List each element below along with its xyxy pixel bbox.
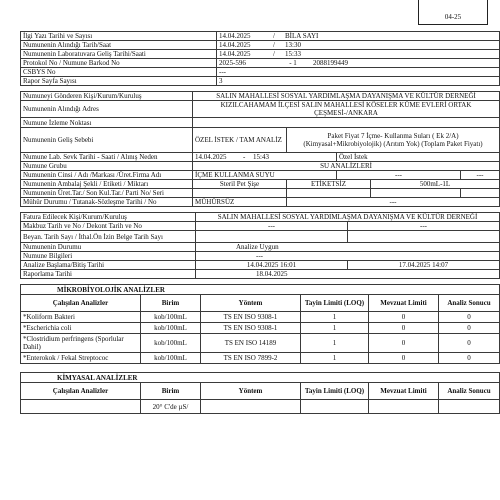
table-row: *Koliform Bakteri kob/100mL TS EN ISO 9308-1 1 0 0 (21, 312, 500, 323)
pack-label: Numunenin Ambalaj Şekli / Etiketi / Miktarı (21, 180, 193, 189)
seal-date: --- (287, 198, 500, 207)
report-date-row (21, 270, 500, 279)
info-value: 14.04.2025 / BİLA SAYI (217, 32, 500, 41)
table-row: 20° C'de µS/ (21, 400, 500, 414)
analysis-date-label: Analize Başlama/Bitiş Tarihi (21, 261, 196, 270)
info-value: 14.04.2025 / 15:33 (217, 50, 500, 59)
table-row: *Enterokok / Fekal Streptococ kob/100mL TS EN ISO 7899-2 1 0 0 (21, 353, 500, 364)
col-header: Tayin Limiti (LOQ) (301, 383, 369, 400)
col-header: Mevzuat Limiti (369, 295, 439, 312)
info-row (21, 68, 500, 77)
col-header: Çalışılan Analizler (21, 383, 141, 400)
info-label: Numunenin Alındığı Tarih/Saat (21, 41, 217, 50)
type-brand: --- (337, 171, 461, 180)
status-row (21, 243, 500, 252)
ship-reason: Özel İstek (337, 153, 500, 162)
table-row: *Clostridium perfringens (Sporlular Dahil) kob/100mL TS EN ISO 14189 1 0 0 (21, 334, 500, 353)
ship-row (21, 153, 500, 162)
type-firm: --- (461, 171, 500, 180)
info-label: İlgi Yazı Tarihi ve Sayısı (21, 32, 217, 41)
invoice-row (21, 213, 500, 222)
ship-label: Numune Lab. Sevk Tarihi - Saati / Alınış Neden (21, 153, 193, 162)
production-label: Numunenin Üret.Tar./ Son Kul.Tar./ Parti No/ Seri (21, 189, 193, 198)
group-label: Numune Grubu (21, 162, 193, 171)
reason-row (21, 128, 500, 153)
document-code: 04-25 (444, 13, 462, 21)
declaration-label: Beyan. Tarih Sayı / İthal.Ön İzin Belge Tarih Sayı (21, 231, 196, 243)
table-row: *Escherichia coli kob/100mL TS EN ISO 9308-1 1 0 0 (21, 323, 500, 334)
info-label: Numunenin Laboratuvara Geliş Tarihi/Saati (21, 50, 217, 59)
production-row (21, 189, 500, 198)
invoice-value: SALIN MAHALLESİ SOSYAL YARDIMLAŞMA DAYANIŞMA VE KÜLTÜR DERNEĞİ (196, 213, 500, 222)
invoice-label: Fatura Edilecek Kişi/Kurum/Kuruluş (21, 213, 196, 222)
info-row (21, 41, 500, 50)
sender-label: Numuneyi Gönderen Kişi/Kurum/Kuruluş (21, 92, 193, 101)
type-label: Numunenin Cinsi / Adı /Markası /Üret.Firma Adı (21, 171, 193, 180)
col-header: Analiz Sonucu (439, 295, 500, 312)
billing-table (20, 212, 500, 279)
micro-table (20, 284, 500, 364)
col-header: Yöntem (201, 383, 301, 400)
receipt-date: --- (196, 222, 348, 231)
info-value: --- (217, 68, 500, 77)
micro-header-row (21, 295, 500, 312)
chem-table (20, 372, 500, 414)
reason-fee: Paket Fiyat 7 İçme- Kullanma Suları ( Ek 2/A) (Kimyasal+Mikrobiyolojik) (Arıtım Yok) (Toplam Paket Fiyatı) (287, 128, 500, 153)
sample-info-label: Numune Bilgileri (21, 252, 196, 261)
pack-value: Steril Pet Şişe (193, 180, 287, 189)
info-row (21, 59, 500, 68)
ship-value: 14.04.2025 - 15:43 (193, 153, 337, 162)
chem-header-row (21, 383, 500, 400)
chem-section-title: KİMYASAL ANALİZLER (21, 373, 500, 383)
info-row (21, 77, 500, 86)
col-header: Birim (141, 295, 201, 312)
seal-label: Mühür Durumu / Tutanak-Sözleşme Tarihi / No (21, 198, 193, 207)
info-table (20, 31, 500, 86)
micro-section-title: MİKROBİYOLOJİK ANALİZLER (21, 285, 500, 295)
type-value: İÇME KULLANMA SUYU (193, 171, 337, 180)
sender-row (21, 92, 500, 101)
status-value: Analize Uygun (196, 243, 500, 252)
receipt-row (21, 222, 500, 231)
seal-row (21, 198, 500, 207)
pack-row (21, 180, 500, 189)
pack-label-value: ETİKETSİZ (287, 180, 371, 189)
analysis-end: 17.04.2025 14:07 (348, 261, 500, 270)
analysis-date-row (21, 261, 500, 270)
address-row (21, 101, 500, 118)
receipt-no: --- (348, 222, 500, 231)
col-header: Birim (141, 383, 201, 400)
col-header: Analiz Sonucu (439, 383, 500, 400)
pack-amount: 500mL-1L (371, 180, 500, 189)
address-label: Numunenin Alındığı Adres (21, 101, 193, 118)
report-body (20, 31, 499, 414)
reason-label: Numunenin Geliş Sebebi (21, 128, 193, 153)
info-value: 3 (217, 77, 500, 86)
receipt-label: Makbuz Tarih ve No / Dekont Tarih ve No (21, 222, 196, 231)
declaration-row (21, 231, 500, 243)
info-label: Protokol No / Numune Barkod No (21, 59, 217, 68)
info-row (21, 32, 500, 41)
info-row (21, 50, 500, 59)
sample-table (20, 91, 500, 207)
monitor-row (21, 118, 500, 128)
status-label: Numunenin Durumu (21, 243, 196, 252)
report-date-label: Raporlama Tarihi (21, 270, 196, 279)
info-value: 14.04.2025 / 13:30 (217, 41, 500, 50)
info-value: 2025-596 - 1 2088199449 (217, 59, 500, 68)
col-header: Mevzuat Limiti (369, 383, 439, 400)
col-header: Tayin Limiti (LOQ) (301, 295, 369, 312)
info-label: Rapor Sayfa Sayısı (21, 77, 217, 86)
monitor-value (193, 118, 500, 128)
info-label: CSBYS No (21, 68, 217, 77)
reason-type: ÖZEL İSTEK / TAM ANALİZ (193, 128, 287, 153)
sender-value: SALIN MAHALLESİ SOSYAL YARDIMLAŞMA DAYANIŞMA VE KÜLTÜR DERNEĞİ (193, 92, 500, 101)
group-row (21, 162, 500, 171)
document-code-box (418, 0, 488, 25)
seal-value: MÜHÜRSÜZ (193, 198, 287, 207)
analysis-start: 14.04.2025 16:01 (196, 261, 348, 270)
monitor-label: Numune İzleme Noktası (21, 118, 193, 128)
col-header: Çalışılan Analizler (21, 295, 141, 312)
report-date-value: 18.04.2025 (196, 270, 500, 279)
sample-info-value: --- (196, 252, 500, 261)
group-value: SU ANALİZLERİ (193, 162, 500, 171)
type-row (21, 171, 500, 180)
address-value: KIZILCAHAMAM İLÇESİ SALIN MAHALLESİ KÖSELER KÜME EVLERİ ORTAK ÇEŞMESİ-/ANKARA (193, 101, 500, 118)
col-header: Yöntem (201, 295, 301, 312)
sample-info-row (21, 252, 500, 261)
